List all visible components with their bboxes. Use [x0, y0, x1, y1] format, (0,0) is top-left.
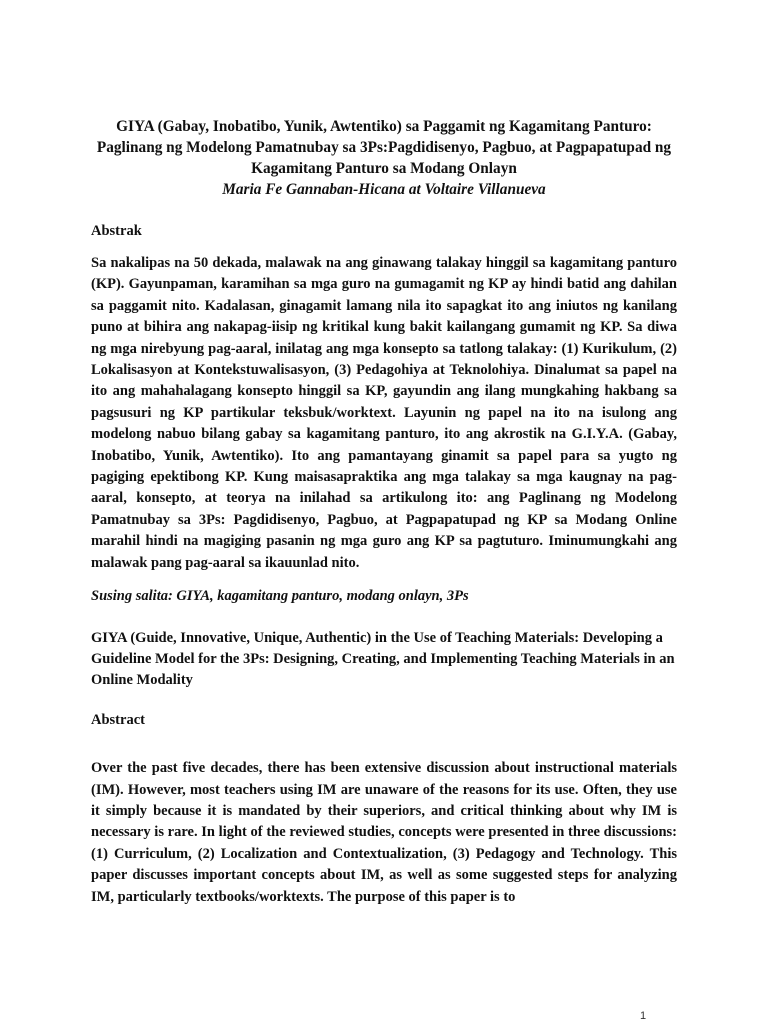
abstract-paragraph: Over the past five decades, there has been extensive discussion about instructional materials (IM). However, most teachers using IM are unaware of the reasons for its use. Often, they use it simply because it is mandated by their superiors, and critical thinking about why IM is necessary is rare. In light of the reviewed studies, concepts were presented in three discussions: (1) Curriculum, (2) Localization and Contextualization, (3) Pedagogy and Technology. This paper discusses important concepts about IM, as well as some suggested steps for analyzing IM, particularly textbooks/worktexts. The purpose of this paper is to [91, 760, 677, 905]
paper-title [91, 116, 677, 179]
paper-authors: Maria Fe Gannaban-Hicana at Voltaire Villanueva [222, 181, 546, 198]
keywords-line: Susing salita: GIYA, kagamitang panturo, modang onlayn, 3Ps [91, 588, 469, 605]
paper-title-line-2: Paglinang ng Modelong Pamatnubay sa 3Ps:Pagdidisenyo, Pagbuo, at Pagpapatupad ng [96, 139, 672, 156]
abstrak-heading: Abstrak [91, 223, 142, 239]
english-title: GIYA (Guide, Innovative, Unique, Authentic) in the Use of Teaching Materials: Developing a Guideline Model for the 3Ps: Designing, Creating, and Implementing Teaching Materials in an Online Modality [91, 630, 675, 689]
page-number: 1 [640, 1010, 647, 1022]
paper-page [91, 116, 677, 908]
paper-title-line-1: GIYA (Gabay, Inobatibo, Yunik, Awtentiko) sa Paggamit ng Kagamitang Panturo: [116, 118, 652, 135]
abstract-heading: Abstract [91, 712, 145, 729]
abstrak-paragraph: Sa nakalipas na 50 dekada, malawak na ang ginawang talakay hinggil sa kagamitang panturo (KP). Gayunpaman, karamihan sa mga guro na gumagamit ng KP ay hindi batid ang dahilan sa paggamit nito. Kadalasan, ginagamit lamang nila ito sapagkat ito ang iniutos ng kanilang puno at bihira ang nakapag-iisip ng kritikal kung bakit kailangang gumamit ng KP. Sa diwa ng mga nirebyung pag-aaral, inilatag ang mga konsepto sa tatlong talakay: (1) Kurikulum, (2) Lokalisasyon at Kontekstuwalisasyon, (3) Pedagohiya at Teknolohiya. Dinalumat sa papel na ito ang mahahalagang konsepto hinggil sa KP, gayundin ang ilang mungkahing hakbang sa pagsusuri ng KP partikular teksbuk/worktext. Layunin ng papel na ito na isulong ang modelong nabuo bilang gabay sa kagamitang panturo, ito ang akrostik na G.I.Y.A. (Gabay, Inobatibo, Yunik, Awtentiko). Ito ang pamantayang ginamit sa papel para sa yugto ng pagiging epektibong KP. Kung maisasapraktika ang mga talakay sa mga kaugnay na pag-aaral, konsepto, at teorya na inilahad sa artikulong ito: ang Paglinang ng Modelong Pamatnubay sa 3Ps: Pagdidisenyo, Pagbuo, at Pagpapatupad ng KP sa Modang Online marahil hindi na magiging pasanin ng mga guro ang KP sa pagtuturo. Iminumungkahi ang malawak pang pag-aaral sa ikauunlad nito. [91, 255, 677, 571]
paper-title-line-3: Kagamitang Panturo sa Modang Onlayn [251, 160, 517, 177]
